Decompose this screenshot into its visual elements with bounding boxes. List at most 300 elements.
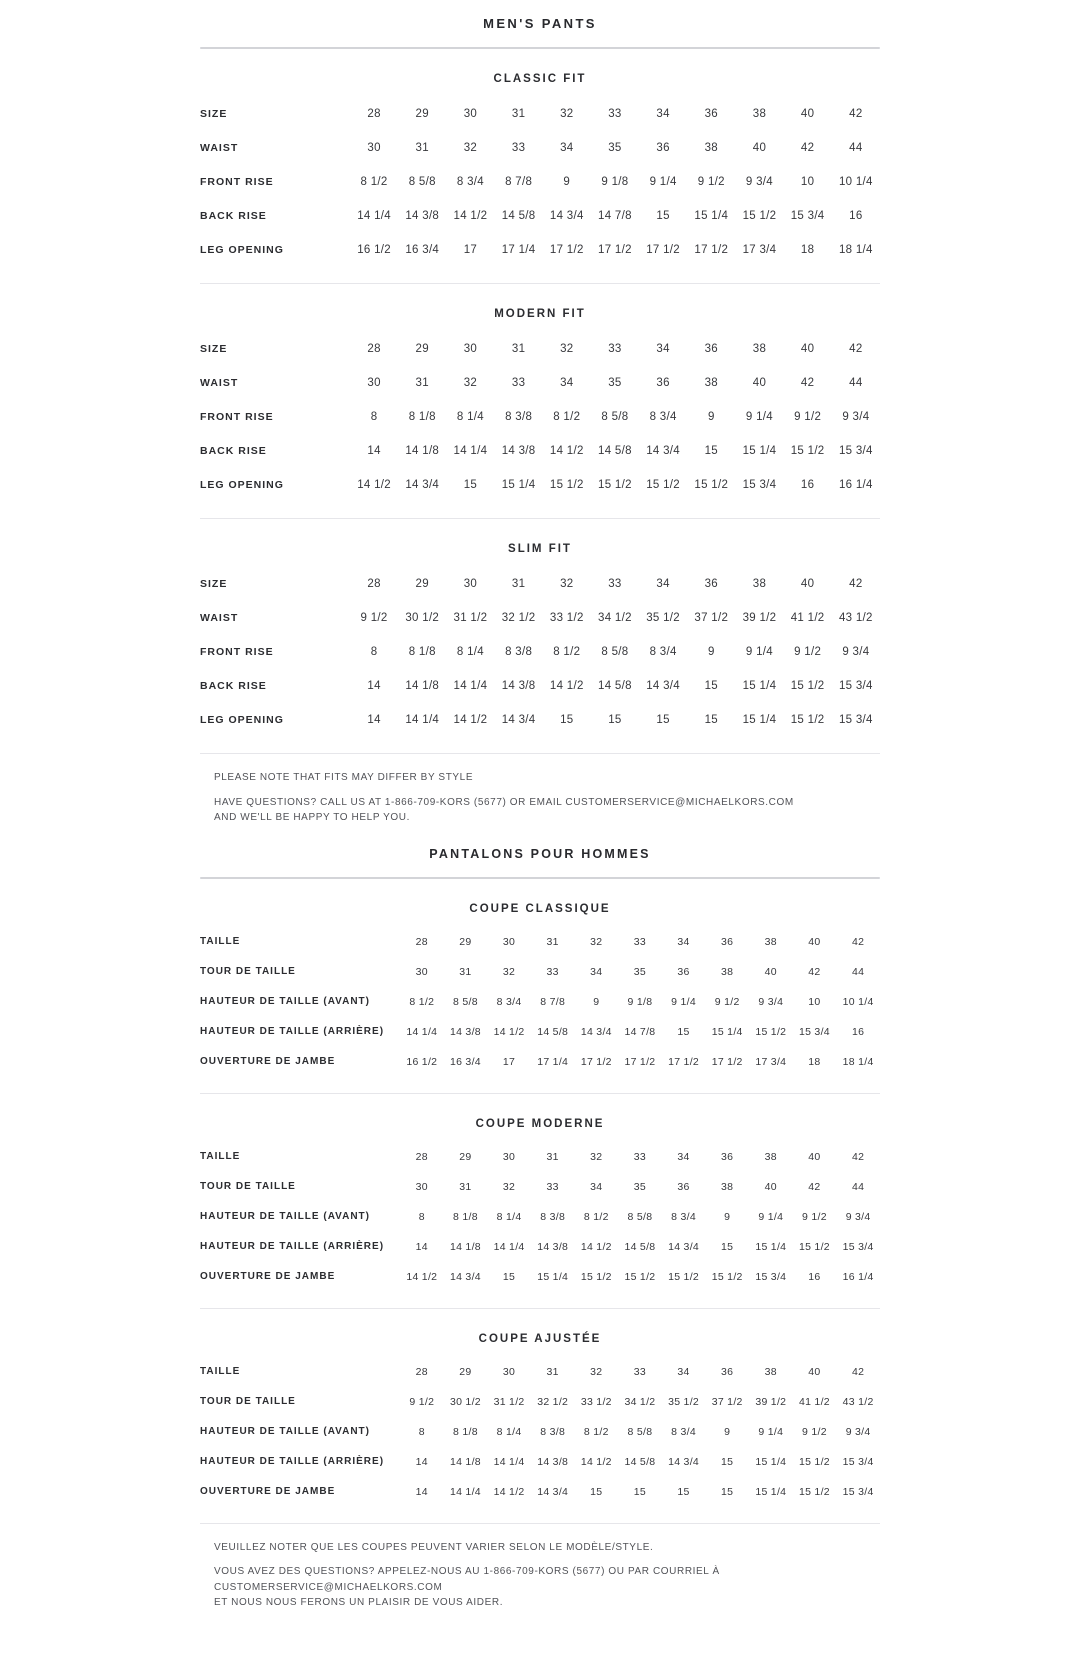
size-value: 31 [415, 142, 429, 154]
size-value: 15 3/4 [798, 1025, 830, 1038]
section-coupe-ajustee [200, 1308, 880, 1523]
size-value: 35 1/2 [646, 612, 680, 624]
table-row [200, 635, 880, 669]
size-value: 9 1/2 [697, 176, 725, 188]
fit-heading-classic-fit: CLASSIC FIT [493, 73, 587, 85]
size-value: 39 1/2 [755, 1395, 787, 1408]
table-row [200, 1447, 880, 1477]
size-value: 33 [633, 935, 647, 948]
size-value: 9 1/2 [360, 612, 388, 624]
size-value: 8 3/4 [671, 1425, 696, 1438]
size-value: 15 3/4 [838, 680, 873, 692]
size-value: 9 1/2 [714, 995, 740, 1008]
size-value: 8 3/4 [649, 411, 677, 423]
size-value: 14 3/4 [405, 479, 440, 491]
size-value: 14 1/4 [405, 714, 440, 726]
page-title-english: MEN'S PANTS [483, 16, 597, 31]
size-value: 32 1/2 [537, 1395, 569, 1408]
size-value: 17 1/2 [624, 1055, 656, 1068]
size-value: 41 1/2 [790, 612, 825, 624]
contact-note-french-line1: VOUS AVEZ DES QUESTIONS? APPELEZ-NOUS AU 1-866-709-KORS (5677) OU PAR COURRIEL À CUSTOMERSERVICE@MICHAELKORS.COM [214, 1566, 720, 1593]
size-value: 14 [367, 714, 381, 726]
size-value: 15 [633, 1485, 647, 1498]
fit-heading-modern-fit: MODERN FIT [494, 308, 586, 320]
size-value: 8 1/2 [360, 176, 388, 188]
row-label: FRONT RISE [200, 646, 274, 658]
size-value: 16 3/4 [449, 1055, 481, 1068]
size-value: 18 1/4 [842, 1055, 874, 1068]
size-value: 30 [502, 1365, 516, 1378]
table-row [200, 1417, 880, 1447]
size-value: 8 3/8 [505, 411, 533, 423]
size-value: 8 7/8 [505, 176, 533, 188]
size-value: 33 [511, 142, 526, 154]
size-value: 14 1/4 [493, 1240, 525, 1253]
english-notes [200, 753, 880, 841]
size-value: 40 [764, 1180, 777, 1193]
size-value: 9 1/4 [758, 1425, 784, 1438]
size-value: 40 [752, 377, 767, 389]
size-value: 9 1/8 [601, 176, 629, 188]
size-value: 8 1/4 [496, 1425, 522, 1438]
size-value: 34 [656, 108, 670, 120]
size-value: 30 1/2 [405, 612, 440, 624]
size-value: 17 [463, 244, 478, 256]
size-value: 30 [367, 377, 381, 389]
size-value: 36 [704, 578, 718, 590]
size-value: 44 [849, 142, 863, 154]
size-value: 8 5/8 [627, 1210, 653, 1223]
size-value: 8 3/4 [671, 1210, 696, 1223]
size-value: 15 [704, 714, 718, 726]
size-value: 32 [590, 935, 603, 948]
size-value: 15 1/2 [798, 1455, 830, 1468]
fit-heading-coupe-moderne: COUPE MODERNE [475, 1117, 605, 1130]
size-value: 16 1/4 [838, 479, 873, 491]
size-value: 14 1/2 [580, 1455, 612, 1468]
size-value: 15 1/2 [549, 479, 584, 491]
size-value: 8 3/8 [540, 1425, 566, 1438]
size-value: 9 1/8 [627, 995, 653, 1008]
size-value: 15 [656, 210, 670, 222]
size-value: 31 [546, 1150, 559, 1163]
size-value: 34 [560, 377, 574, 389]
size-value: 15 [721, 1485, 734, 1498]
size-value: 9 3/4 [842, 411, 870, 423]
row-label: HAUTEUR DE TAILLE (AVANT) [200, 1426, 370, 1437]
size-value: 9 1/2 [794, 646, 822, 658]
size-value: 15 [608, 714, 622, 726]
section-slim-fit [200, 518, 880, 753]
size-value: 15 1/4 [537, 1270, 569, 1283]
size-value: 17 1/4 [501, 244, 536, 256]
size-value: 34 1/2 [624, 1395, 656, 1408]
size-value: 15 1/2 [790, 680, 825, 692]
size-value: 14 [367, 680, 381, 692]
size-value: 10 [808, 995, 821, 1008]
size-value: 38 [721, 965, 734, 978]
table-row [200, 601, 880, 635]
size-value: 32 [560, 108, 574, 120]
size-value: 14 5/8 [537, 1025, 569, 1038]
size-value: 31 [511, 578, 526, 590]
row-label: HAUTEUR DE TAILLE (AVANT) [200, 1211, 370, 1222]
size-value: 17 [502, 1055, 516, 1068]
table-row [200, 97, 880, 131]
size-value: 15 1/2 [694, 479, 729, 491]
size-value: 9 [593, 995, 600, 1008]
size-value: 8 1/8 [408, 646, 436, 658]
size-value: 9 [707, 411, 715, 423]
row-label: FRONT RISE [200, 176, 274, 188]
size-value: 15 [721, 1455, 734, 1468]
table-row [200, 1232, 880, 1262]
size-value: 38 [704, 377, 718, 389]
table-row [200, 1387, 880, 1417]
size-value: 32 [590, 1150, 603, 1163]
size-value: 14 1/4 [453, 680, 488, 692]
table-row [200, 703, 880, 737]
size-value: 40 [808, 1150, 821, 1163]
fit-note-french: VEUILLEZ NOTER QUE LES COUPES PEUVENT VARIER SELON LE MODÈLE/STYLE. [214, 1541, 654, 1553]
size-value: 36 [677, 1180, 690, 1193]
size-value: 29 [459, 1365, 472, 1378]
size-value: 8 3/4 [649, 646, 677, 658]
size-value: 32 [590, 1365, 603, 1378]
size-value: 30 1/2 [449, 1395, 481, 1408]
size-value: 16 [800, 479, 815, 491]
row-label: TAILLE [200, 1151, 241, 1162]
size-value: 9 3/4 [845, 1425, 871, 1438]
size-value: 16 [808, 1270, 821, 1283]
size-value: 31 1/2 [453, 612, 488, 624]
row-label: WAIST [200, 377, 239, 389]
table-row [200, 1017, 880, 1047]
size-value: 8 [370, 411, 378, 423]
size-value: 16 3/4 [405, 244, 440, 256]
size-value: 38 [752, 578, 767, 590]
fit-heading-slim-fit: SLIM FIT [508, 543, 572, 555]
size-value: 17 1/2 [694, 244, 729, 256]
size-value: 42 [851, 1365, 865, 1378]
size-value: 34 [677, 935, 690, 948]
size-value: 30 [463, 578, 478, 590]
table-row [200, 957, 880, 987]
fit-heading-coupe-ajustee: COUPE AJUSTÉE [478, 1332, 602, 1345]
size-value: 31 [546, 1365, 559, 1378]
size-value: 36 [656, 142, 670, 154]
size-value: 9 [563, 176, 571, 188]
size-value: 14 3/8 [537, 1455, 569, 1468]
table-row [200, 669, 880, 703]
size-value: 14 3/4 [449, 1270, 481, 1283]
size-value: 15 1/2 [755, 1025, 787, 1038]
size-value: 40 [800, 578, 815, 590]
size-value: 33 1/2 [580, 1395, 612, 1408]
table-row [200, 1172, 880, 1202]
size-value: 15 3/4 [755, 1270, 787, 1283]
size-value: 44 [851, 965, 865, 978]
size-value: 8 3/8 [505, 646, 533, 658]
size-value: 8 [370, 646, 378, 658]
size-value: 9 1/2 [409, 1395, 435, 1408]
size-value: 15 1/2 [598, 479, 632, 491]
size-value: 9 1/2 [802, 1210, 827, 1223]
size-value: 15 3/4 [742, 479, 777, 491]
size-value: 31 1/2 [493, 1395, 525, 1408]
row-label: SIZE [200, 343, 228, 355]
size-value: 18 1/4 [838, 244, 873, 256]
size-value: 14 5/8 [624, 1455, 656, 1468]
size-value: 15 3/4 [842, 1240, 874, 1253]
size-value: 8 5/8 [627, 1425, 653, 1438]
size-value: 8 [418, 1210, 425, 1223]
size-value: 14 3/4 [668, 1240, 700, 1253]
size-value: 36 [721, 1365, 734, 1378]
size-value: 16 1/2 [406, 1055, 438, 1068]
size-value: 29 [415, 108, 429, 120]
size-value: 8 5/8 [408, 176, 436, 188]
size-value: 42 [851, 935, 865, 948]
size-value: 14 3/4 [668, 1455, 700, 1468]
size-value: 36 [721, 1150, 734, 1163]
size-value: 17 1/4 [537, 1055, 569, 1068]
size-value: 9 [724, 1210, 731, 1223]
size-value: 15 [677, 1025, 690, 1038]
section-coupe-classique [200, 879, 880, 1093]
size-value: 14 3/8 [537, 1240, 569, 1253]
size-value: 31 [415, 377, 429, 389]
size-value: 14 5/8 [598, 445, 632, 457]
size-value: 15 1/4 [711, 1025, 743, 1038]
size-value: 9 1/4 [745, 646, 773, 658]
size-value: 8 1/2 [553, 646, 581, 658]
size-value: 38 [752, 108, 767, 120]
size-value: 38 [704, 142, 718, 154]
size-value: 35 1/2 [668, 1395, 700, 1408]
size-value: 8 1/2 [583, 1425, 609, 1438]
size-value: 8 1/8 [453, 1425, 478, 1438]
row-label: OUVERTURE DE JAMBE [200, 1486, 336, 1497]
size-value: 30 [367, 142, 381, 154]
size-value: 15 1/2 [580, 1270, 612, 1283]
size-value: 37 1/2 [711, 1395, 743, 1408]
size-value: 30 [502, 1150, 516, 1163]
size-value: 15 1/2 [711, 1270, 743, 1283]
french-sections [200, 879, 880, 1523]
size-value: 9 [724, 1425, 731, 1438]
size-value: 14 1/4 [453, 445, 488, 457]
table-row [200, 165, 880, 199]
size-value: 28 [415, 1150, 428, 1163]
size-value: 8 1/2 [553, 411, 581, 423]
size-value: 14 3/4 [549, 210, 584, 222]
size-value: 8 1/8 [453, 1210, 478, 1223]
size-value: 33 [546, 1180, 559, 1193]
size-value: 15 [677, 1485, 690, 1498]
size-value: 36 [677, 965, 690, 978]
size-value: 15 [560, 714, 574, 726]
size-value: 30 [463, 343, 478, 355]
size-value: 8 5/8 [453, 995, 478, 1008]
section-modern-fit [200, 283, 880, 518]
size-value: 30 [415, 965, 428, 978]
size-value: 8 [418, 1425, 425, 1438]
contact-note-french-line2: ET NOUS NOUS FERONS UN PLAISIR DE VOUS AIDER. [214, 1597, 504, 1608]
table-row [200, 199, 880, 233]
size-value: 14 7/8 [598, 210, 632, 222]
size-value: 15 [590, 1485, 603, 1498]
size-value: 34 [560, 142, 574, 154]
size-value: 28 [367, 108, 381, 120]
size-value: 14 5/8 [598, 680, 632, 692]
size-value: 8 5/8 [601, 411, 629, 423]
size-value: 8 1/2 [409, 995, 435, 1008]
french-notes [200, 1523, 880, 1626]
table-row [200, 1202, 880, 1232]
row-label: OUVERTURE DE JAMBE [200, 1271, 336, 1282]
size-value: 15 1/2 [790, 714, 825, 726]
row-label: HAUTEUR DE TAILLE (ARRIÈRE) [200, 1456, 385, 1467]
size-table-coupe-ajustee [200, 1357, 880, 1507]
size-value: 34 [656, 343, 670, 355]
size-value: 15 1/4 [742, 714, 777, 726]
table-row [200, 1357, 880, 1387]
size-value: 14 1/4 [406, 1025, 438, 1038]
fit-note-english: PLEASE NOTE THAT FITS MAY DIFFER BY STYLE [214, 772, 474, 783]
size-value: 10 1/4 [842, 995, 874, 1008]
size-value: 14 1/4 [493, 1455, 525, 1468]
size-value: 14 3/4 [646, 680, 680, 692]
size-value: 14 1/2 [580, 1240, 612, 1253]
size-value: 38 [764, 1365, 777, 1378]
size-value: 32 [502, 1180, 516, 1193]
row-label: FRONT RISE [200, 411, 274, 423]
size-value: 36 [656, 377, 670, 389]
size-value: 15 1/2 [798, 1485, 830, 1498]
size-value: 32 [502, 965, 516, 978]
size-value: 38 [721, 1180, 734, 1193]
size-value: 38 [764, 935, 777, 948]
row-label: BACK RISE [200, 445, 267, 457]
size-value: 9 1/4 [671, 995, 696, 1008]
size-value: 16 1/2 [357, 244, 391, 256]
size-value: 9 3/4 [845, 1210, 871, 1223]
size-table-classic-fit [200, 97, 880, 267]
size-value: 17 1/2 [711, 1055, 743, 1068]
size-value: 15 1/2 [798, 1240, 830, 1253]
table-row [200, 332, 880, 366]
row-label: HAUTEUR DE TAILLE (ARRIÈRE) [200, 1026, 385, 1037]
size-value: 42 [849, 578, 863, 590]
size-value: 40 [800, 343, 815, 355]
size-value: 34 [656, 578, 670, 590]
size-value: 40 [808, 1365, 821, 1378]
size-value: 14 1/8 [449, 1455, 481, 1468]
size-value: 14 3/8 [449, 1025, 481, 1038]
table-row [200, 1262, 880, 1292]
size-value: 40 [800, 108, 815, 120]
size-value: 14 1/8 [405, 680, 440, 692]
size-value: 8 1/4 [456, 646, 484, 658]
row-label: SIZE [200, 108, 228, 120]
size-value: 33 [633, 1150, 647, 1163]
size-value: 40 [752, 142, 767, 154]
size-value: 14 3/8 [501, 445, 536, 457]
size-value: 15 1/4 [742, 680, 777, 692]
row-label: WAIST [200, 612, 239, 624]
size-value: 15 1/4 [755, 1485, 787, 1498]
size-chart-page [200, 0, 880, 1674]
size-value: 42 [800, 142, 815, 154]
size-value: 15 1/2 [742, 210, 777, 222]
size-value: 39 1/2 [742, 612, 777, 624]
size-value: 14 1/2 [493, 1485, 525, 1498]
size-value: 28 [367, 343, 381, 355]
size-value: 10 1/4 [838, 176, 873, 188]
size-value: 16 [849, 210, 863, 222]
row-label: TOUR DE TAILLE [200, 1181, 296, 1192]
size-value: 15 [502, 1270, 516, 1283]
size-value: 33 [608, 343, 622, 355]
contact-note-english [214, 795, 880, 826]
size-value: 15 1/4 [755, 1455, 787, 1468]
size-value: 14 1/2 [493, 1025, 525, 1038]
size-value: 42 [849, 108, 863, 120]
size-value: 36 [704, 108, 718, 120]
size-value: 14 1/2 [453, 714, 488, 726]
size-value: 35 [633, 965, 647, 978]
size-value: 31 [511, 108, 526, 120]
size-value: 14 5/8 [624, 1240, 656, 1253]
size-table-modern-fit [200, 332, 880, 502]
row-label: TOUR DE TAILLE [200, 1396, 296, 1407]
size-value: 34 [590, 1180, 603, 1193]
contact-note-french [214, 1564, 880, 1611]
size-value: 14 1/4 [449, 1485, 481, 1498]
size-value: 8 1/4 [496, 1210, 522, 1223]
size-value: 34 [590, 965, 603, 978]
size-value: 32 [560, 343, 574, 355]
size-value: 15 1/4 [694, 210, 729, 222]
size-value: 16 1/4 [842, 1270, 874, 1283]
size-value: 14 1/2 [549, 445, 584, 457]
size-value: 42 [851, 1150, 865, 1163]
table-row [200, 468, 880, 502]
size-value: 41 1/2 [798, 1395, 830, 1408]
size-value: 32 [463, 142, 478, 154]
size-value: 8 3/8 [540, 1210, 566, 1223]
size-value: 9 3/4 [758, 995, 784, 1008]
size-value: 43 1/2 [842, 1395, 874, 1408]
size-value: 15 1/2 [646, 479, 680, 491]
table-row [200, 434, 880, 468]
size-value: 33 [608, 108, 622, 120]
size-value: 14 1/2 [453, 210, 488, 222]
size-value: 17 3/4 [742, 244, 777, 256]
size-value: 16 [851, 1025, 865, 1038]
size-value: 9 3/4 [745, 176, 773, 188]
table-row [200, 1477, 880, 1507]
size-value: 31 [546, 935, 559, 948]
size-value: 31 [511, 343, 526, 355]
size-value: 14 [367, 445, 381, 457]
row-label: WAIST [200, 142, 239, 154]
row-label: LEG OPENING [200, 714, 284, 726]
size-value: 15 1/2 [790, 445, 825, 457]
size-value: 14 3/4 [646, 445, 680, 457]
size-value: 36 [721, 935, 734, 948]
